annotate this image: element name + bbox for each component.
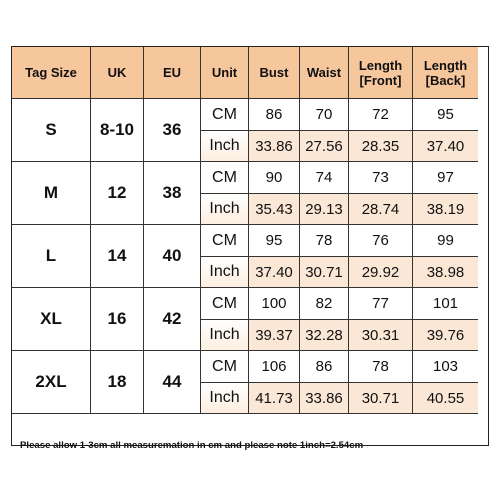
size-tag-2xl: 2XL: [12, 351, 91, 414]
unit-inch: Inch: [201, 320, 249, 351]
waist-cm: 86: [300, 351, 349, 383]
unit-cm: CM: [201, 162, 249, 194]
unit-cm: CM: [201, 99, 249, 131]
unit-cm: CM: [201, 225, 249, 257]
size-eu-2xl: 44: [144, 351, 201, 414]
size-uk-l: 14: [91, 225, 144, 288]
length-front-inch: 30.71: [349, 383, 413, 414]
length-back-cm: 97: [413, 162, 478, 194]
header-length-back: Length [Back]: [413, 47, 478, 99]
length-back-cm: 103: [413, 351, 478, 383]
header-tag-size: Tag Size: [12, 47, 91, 99]
length-front-cm: 77: [349, 288, 413, 320]
size-uk-xl: 16: [91, 288, 144, 351]
bust-cm: 100: [249, 288, 300, 320]
unit-inch: Inch: [201, 131, 249, 162]
length-back-cm: 101: [413, 288, 478, 320]
waist-cm: 78: [300, 225, 349, 257]
unit-inch: Inch: [201, 383, 249, 414]
unit-cm: CM: [201, 288, 249, 320]
length-front-cm: 73: [349, 162, 413, 194]
waist-inch: 32.28: [300, 320, 349, 351]
size-eu-s: 36: [144, 99, 201, 162]
length-front-cm: 72: [349, 99, 413, 131]
length-front-inch: 28.74: [349, 194, 413, 225]
size-uk-m: 12: [91, 162, 144, 225]
length-front-cm: 76: [349, 225, 413, 257]
measurement-note: Please allow 1-3cm all measuremation in cm and please note 1inch=2.54cm: [20, 440, 364, 451]
length-back-cm: 95: [413, 99, 478, 131]
waist-inch: 29.13: [300, 194, 349, 225]
size-chart-table: [11, 46, 489, 451]
waist-inch: 30.71: [300, 257, 349, 288]
bust-cm: 95: [249, 225, 300, 257]
header-length-front: Length [Front]: [349, 47, 413, 99]
length-front-inch: 29.92: [349, 257, 413, 288]
length-front-inch: 28.35: [349, 131, 413, 162]
length-back-cm: 99: [413, 225, 478, 257]
size-uk-2xl: 18: [91, 351, 144, 414]
size-tag-m: M: [12, 162, 91, 225]
length-back-inch: 37.40: [413, 131, 478, 162]
length-back-inch: 38.98: [413, 257, 478, 288]
size-eu-m: 38: [144, 162, 201, 225]
bust-inch: 39.37: [249, 320, 300, 351]
waist-cm: 82: [300, 288, 349, 320]
size-tag-xl: XL: [12, 288, 91, 351]
size-uk-s: 8-10: [91, 99, 144, 162]
waist-cm: 70: [300, 99, 349, 131]
unit-inch: Inch: [201, 194, 249, 225]
bust-cm: 90: [249, 162, 300, 194]
length-front-inch: 30.31: [349, 320, 413, 351]
header-bust: Bust: [249, 47, 300, 99]
length-back-inch: 39.76: [413, 320, 478, 351]
size-tag-s: S: [12, 99, 91, 162]
length-back-inch: 38.19: [413, 194, 478, 225]
header-waist: Waist: [300, 47, 349, 99]
header-uk: UK: [91, 47, 144, 99]
unit-cm: CM: [201, 351, 249, 383]
length-front-cm: 78: [349, 351, 413, 383]
bust-cm: 106: [249, 351, 300, 383]
bust-inch: 35.43: [249, 194, 300, 225]
size-eu-xl: 42: [144, 288, 201, 351]
unit-inch: Inch: [201, 257, 249, 288]
waist-inch: 33.86: [300, 383, 349, 414]
size-tag-l: L: [12, 225, 91, 288]
bust-inch: 41.73: [249, 383, 300, 414]
header-unit: Unit: [201, 47, 249, 99]
bust-inch: 33.86: [249, 131, 300, 162]
bust-inch: 37.40: [249, 257, 300, 288]
length-back-inch: 40.55: [413, 383, 478, 414]
size-eu-l: 40: [144, 225, 201, 288]
bust-cm: 86: [249, 99, 300, 131]
header-eu: EU: [144, 47, 201, 99]
waist-inch: 27.56: [300, 131, 349, 162]
waist-cm: 74: [300, 162, 349, 194]
